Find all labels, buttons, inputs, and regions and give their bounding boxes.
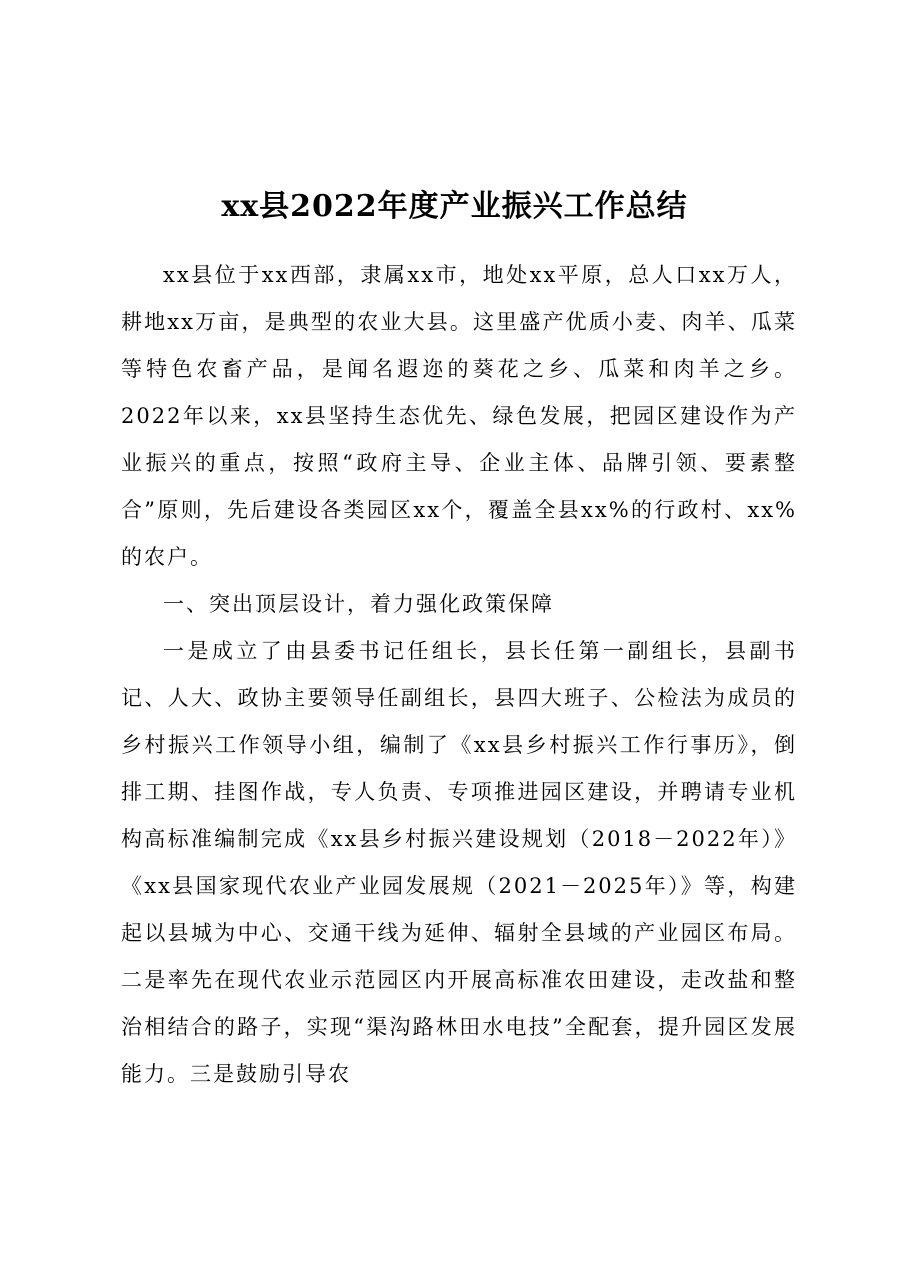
document-body (121, 252, 797, 1098)
section-paragraph: 一是成立了由县委书记任组长，县长任第一副组长，县副书记、人大、政协主要领导任副组长，县四大班子、公检法为成员的乡村振兴工作领导小组，编制了《xx县乡村振兴工作行事历》，倒排工期、挂图作战，专人负责、专项推进园区建设，并聘请专业机构高标准编制完成《xx县乡村振兴建设规划（2018－2022年）》《xx县国家现代农业产业园发展规（2021－2025年）》等，构建起以县城为中心、交通干线为延伸、辐射全县域的产业园区布局。二是率先在现代农业示范园区内开展高标准农田建设，走改盐和整治相结合的路子，实现“渠沟路林田水电技”全配套，提升园区发展能力。三是鼓励引导农 (121, 639, 797, 1086)
section-heading: 一、突出顶层设计，着力强化政策保障 (163, 592, 554, 616)
intro-paragraph: xx县位于xx西部，隶属xx市，地处xx平原，总人口xx万人，耕地xx万亩，是典型的农业大县。这里盛产优质小麦、肉羊、瓜菜等特色农畜产品，是闻名遐迩的葵花之乡、瓜菜和肉羊之乡。2022年以来，xx县坚持生态优先、绿色发展，把园区建设作为产业振兴的重点，按照“政府主导、企业主体、品牌引领、要素整合”原则，先后建设各类园区xx个，覆盖全县xx%的行政村、xx%的农户。 (121, 263, 797, 569)
document-title: xx县2022年度产业振兴工作总结 (221, 189, 688, 225)
